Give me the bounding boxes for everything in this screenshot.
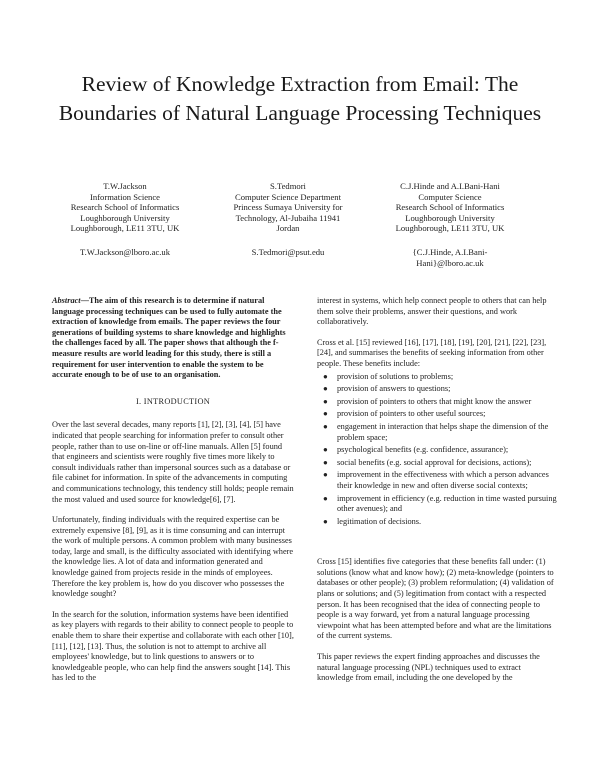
right-paragraph-2: Cross et al. [15] reviewed [16], [17], [18], [19], [20], [21], [22], [23], [24], and summarises the benefits of seeking information from other people. These benefits include: [317, 337, 547, 368]
author-3-dept: Computer Science [418, 191, 482, 202]
author-1 [45, 181, 205, 258]
list-item: ● social benefits (e.g. social approval for decisions, actions); [323, 457, 532, 467]
benefits-list [317, 372, 559, 528]
author-3 [360, 181, 540, 268]
list-item: ● improvement in the effectiveness with which a person advances their knowledge in new and often diverse social contexts; [323, 470, 549, 490]
author-1-dept: Information Science [90, 191, 160, 202]
author-1-email: T.W.Jackson@lboro.ac.uk [79, 246, 170, 257]
author-2-email: S.Tedmori@psut.edu [251, 246, 325, 257]
abstract [52, 296, 294, 381]
author-1-name: T.W.Jackson [103, 181, 147, 191]
bullet-icon: ● [323, 421, 328, 431]
intro-paragraph-3: In the search for the solution, information systems have been identified as key players with regards to their ability to connect people to people to enable them to share their expertise and collaborate with each other [10], [11], [12], [13]. Thus, the solution is not to attempt to archive all employees' knowledge, but to link questions to answers or to knowledgeable people, who can help find the answers sought [14]. This has led to the [52, 609, 294, 683]
paper-title: Review of Knowledge Extraction from Email: The Boundaries of Natural Language Processing Techniques [58, 72, 542, 125]
author-2-name: S.Tedmori [270, 181, 306, 191]
author-3-email: {C.J.Hinde, A.I.Bani-Hani}@lboro.ac.uk [412, 246, 488, 268]
list-item: ● improvement in efficiency (e.g. reduction in time wasted pursuing other avenues); and [323, 493, 557, 514]
author-1-address: Loughborough, LE11 3TU, UK [70, 223, 180, 234]
bullet-icon: ● [323, 371, 328, 381]
author-2-country: Jordan [276, 223, 300, 234]
intro-paragraph-2: Unfortunately, finding individuals with the required expertise can be extremely expensive [8], [9], as it is time consuming and can interrupt the work of multiple persons. A common problem with many businesses today, large and small, is the difficulty associated with identifying where the knowledge lies. A lot of data and information generated and knowledge gained from projects reside in the minds of employees. Therefore the key problem is, how do you discover who possesses the knowledge sought? [52, 515, 294, 599]
author-2-location: Technology, Al-Jubaiha 11941 [235, 212, 341, 223]
spacer [317, 529, 559, 557]
bullet-icon: ● [323, 516, 328, 526]
bullet-icon: ● [323, 445, 328, 455]
bullet-icon: ● [323, 493, 328, 503]
bullet-icon: ● [323, 457, 328, 467]
author-3-school: Research School of Informatics [395, 202, 505, 213]
intro-paragraph-1: Over the last several decades, many reports [1], [2], [3], [4], [5] have indicated that people searching for information prefer to consult other people, rather than to use on-line or off-line manuals. Allen [5] found that engineers and scientists were roughly five times more likely to consult individuals rather than impersonal sources such as a database or file cabinet for information. In spite of the advancements in computing and communications technology, this tendency still holds; people remain the most valued and used source for knowledge[6], [7]. [52, 420, 294, 504]
list-item: ● psychological benefits (e.g. confidence, assurance); [323, 445, 509, 455]
author-2 [208, 181, 368, 258]
author-2-dept: Computer Science Department [235, 191, 341, 202]
list-item: ● provision of solutions to problems; [323, 371, 454, 381]
abstract-label: Abstract [52, 296, 81, 305]
bullet-icon: ● [323, 384, 328, 394]
author-3-university: Loughborough University [405, 212, 495, 223]
right-column [317, 296, 559, 694]
left-column [52, 296, 294, 694]
bullet-icon: ● [323, 396, 328, 406]
abstract-text: —The aim of this research is to determine if natural language processing techniques can be used to fully automate the extraction of knowledge from emails. The paper reviews the four generations of building systems to share knowledge and highlights the challenges faced by all. The paper shows that although the f-measure results are world leading for this study, there is still a requirement for user intervention to enable the system to be accurate enough to be of use to an organisation. [52, 296, 286, 380]
list-item: ● provision of answers to questions; [323, 384, 451, 394]
author-1-university: Loughborough University [80, 212, 170, 223]
list-item: ● engagement in interaction that helps shape the dimension of the problem space; [323, 421, 549, 442]
list-item: ● provision of pointers to others that might know the answer [323, 396, 532, 406]
author-3-address: Loughborough, LE11 3TU, UK [395, 223, 505, 234]
section-heading-introduction: I. INTRODUCTION [135, 396, 211, 406]
bullet-icon: ● [323, 470, 328, 480]
author-2-university: Princess Sumaya University for [233, 202, 343, 213]
right-paragraph-4: This paper reviews the expert finding approaches and discusses the natural language processing (NPL) techniques used to extract knowledge from email, including the one developed by the [317, 652, 540, 683]
author-3-name: C.J.Hinde and A.I.Bani-Hani [400, 181, 500, 191]
author-1-school: Research School of Informatics [70, 202, 180, 213]
right-paragraph-1: interest in systems, which help connect people to others that can help them solve their problems, answer their questions, and work collaboratively. [317, 296, 547, 327]
list-item: ● provision of pointers to other useful sources; [323, 409, 486, 419]
bullet-icon: ● [323, 409, 328, 419]
right-paragraph-3: Cross [15] identifies five categories that these benefits fall under: (1) solutions (know what and know how); (2) meta-knowledge (pointers to databases or other people); (3) problem reformulation; (4) validation of plans or solutions; and (5) legitimation from contact with a respected person. It has been recognised that the idea of connecting people to people is a way forward, yet from a natural language processing viewpoint what has been attempted before and what are the limitations of the current systems. [317, 557, 554, 641]
list-item: ● legitimation of decisions. [323, 516, 422, 526]
